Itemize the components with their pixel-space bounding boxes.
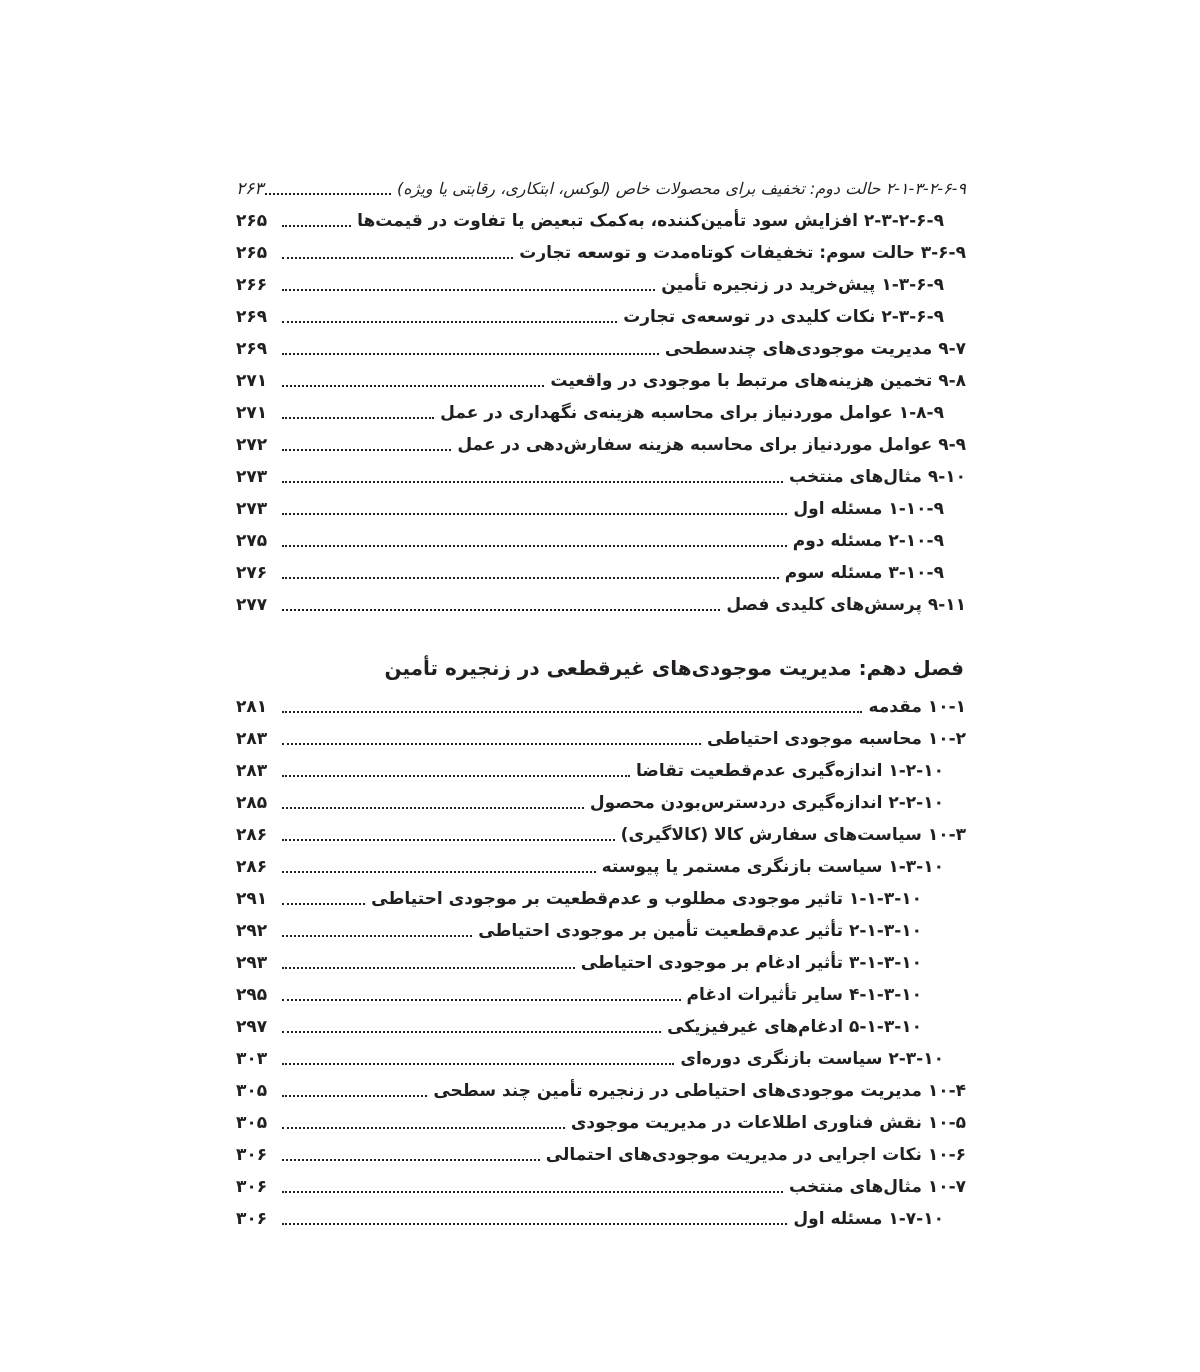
toc-entry-title: ۱-۸-۹ عوامل موردنیاز برای محاسبه هزینه‌ی نگهداری در عمل bbox=[440, 403, 944, 423]
toc-entry-title: ۱۰-۴ مدیریت موجودی‌های احتیاطی در زنجیره تأمین چند سطحی bbox=[433, 1081, 966, 1101]
toc-entry bbox=[236, 1136, 966, 1168]
dot-leader bbox=[282, 545, 787, 547]
dot-leader bbox=[282, 289, 655, 291]
dot-leader bbox=[282, 257, 513, 259]
toc-entry-title: ۴-۱-۳-۱۰ سایر تأثیرات ادغام bbox=[686, 985, 922, 1005]
dot-leader bbox=[282, 999, 681, 1001]
toc-entry-title: ۲-۳-۶-۹ نکات کلیدی در توسعه‌ی تجارت bbox=[623, 307, 944, 327]
toc-entry bbox=[236, 330, 966, 362]
dot-leader bbox=[282, 1159, 540, 1161]
dot-leader bbox=[282, 807, 584, 809]
toc-entry-title: ۲-۱-۳-۲-۶-۹ حالت دوم: تخفیف برای محصولات خاص (لوکس، ابتکاری، رقابتی یا ویژه) bbox=[397, 179, 966, 198]
toc-entry-title: ۳-۱۰-۹ مسئله سوم bbox=[784, 563, 944, 583]
toc-entry bbox=[236, 1040, 966, 1072]
toc-entry-page-number: ۳۰۶ bbox=[236, 1209, 268, 1229]
toc-entry bbox=[236, 458, 966, 490]
toc-entry-title: ۳-۱-۳-۱۰ تأثیر ادغام بر موجودی احتیاطی bbox=[580, 953, 922, 973]
toc-entry-title: ۱-۱۰-۹ مسئله اول bbox=[793, 499, 944, 519]
toc-entry-page-number: ۲۷۱ bbox=[236, 371, 268, 391]
toc-entry-title: ۱-۷-۱۰ مسئله اول bbox=[793, 1209, 944, 1229]
toc-entry-page-number: ۳۰۵ bbox=[236, 1113, 268, 1133]
toc-entry-title: ۱۰-۵ نقش فناوری اطلاعات در مدیریت موجودی bbox=[570, 1113, 966, 1133]
dot-leader bbox=[282, 1031, 661, 1033]
toc-entry-page-number: ۳۰۳ bbox=[236, 1049, 268, 1069]
toc-entry-title: ۲-۱۰-۹ مسئله دوم bbox=[792, 531, 944, 551]
table-of-contents bbox=[236, 174, 966, 1232]
toc-entry bbox=[236, 912, 966, 944]
toc-entry-page-number: ۲۷۷ bbox=[236, 595, 268, 615]
dot-leader bbox=[282, 481, 783, 483]
toc-entry-page-number: ۲۸۵ bbox=[236, 793, 268, 813]
toc-entry-page-number: ۲۸۳ bbox=[236, 729, 268, 749]
dot-leader bbox=[282, 225, 351, 227]
toc-entry-title: ۱۰-۷ مثال‌های منتخب bbox=[788, 1177, 966, 1197]
toc-entry bbox=[236, 816, 966, 848]
toc-entry-title: ۵-۱-۳-۱۰ ادغام‌های غیرفیزیکی bbox=[667, 1017, 922, 1037]
dot-leader bbox=[282, 1063, 674, 1065]
toc-entry bbox=[236, 522, 966, 554]
toc-entry-title: ۲-۲-۱۰ اندازه‌گیری دردسترس‌بودن محصول bbox=[589, 793, 944, 813]
toc-entry bbox=[236, 976, 966, 1008]
dot-leader bbox=[282, 775, 630, 777]
dot-leader bbox=[282, 1127, 565, 1129]
toc-entry bbox=[236, 1104, 966, 1136]
toc-entry-title: ۲-۳-۲-۶-۹ افزایش سود تأمین‌کننده، به‌کمک تبعیض یا تفاوت در قیمت‌ها bbox=[357, 211, 944, 231]
dot-leader bbox=[282, 321, 617, 323]
dot-leader bbox=[282, 871, 596, 873]
toc-entry bbox=[236, 688, 966, 720]
toc-entry-title: ۹-۷ مدیریت موجودی‌های چندسطحی bbox=[664, 339, 966, 359]
toc-entry bbox=[236, 1072, 966, 1104]
toc-entry-page-number: ۲۷۳ bbox=[236, 467, 268, 487]
toc-entry-page-number: ۲۹۱ bbox=[236, 889, 268, 909]
dot-leader bbox=[282, 353, 659, 355]
toc-entry-page-number: ۲۸۱ bbox=[236, 697, 268, 717]
toc-entry bbox=[236, 784, 966, 816]
toc-section-chapter-9 bbox=[236, 174, 966, 618]
toc-entry bbox=[236, 234, 966, 266]
toc-entry-page-number: ۳۰۵ bbox=[236, 1081, 268, 1101]
chapter-heading: فصل دهم: مدیریت موجودی‌های غیرقطعی در زنجیره تأمین bbox=[384, 656, 964, 680]
toc-entry-title: ۹-۹ عوامل موردنیاز برای محاسبه هزینه سفارش‌دهی در عمل bbox=[457, 435, 966, 455]
dot-leader bbox=[282, 385, 544, 387]
toc-entry bbox=[236, 586, 966, 618]
toc-entry-page-number: ۲۹۷ bbox=[236, 1017, 268, 1037]
toc-entry bbox=[236, 362, 966, 394]
toc-entry-page-number: ۳۰۶ bbox=[236, 1177, 268, 1197]
toc-entry-page-number: ۲۶۹ bbox=[236, 307, 268, 327]
toc-entry-title: ۳-۶-۹ حالت سوم: تخفیفات کوتاه‌مدت و توسعه تجارت bbox=[519, 243, 966, 263]
toc-entry-title: ۹-۸ تخمین هزینه‌های مرتبط با موجودی در واقعیت bbox=[550, 371, 966, 391]
toc-entry bbox=[236, 426, 966, 458]
toc-entry bbox=[236, 1200, 966, 1232]
toc-entry bbox=[236, 554, 966, 586]
toc-entry-page-number: ۲۸۶ bbox=[236, 857, 268, 877]
toc-entry-title: ۹-۱۱ پرسش‌های کلیدی فصل bbox=[726, 595, 966, 615]
toc-entry bbox=[236, 266, 966, 298]
toc-entry-page-number: ۲۹۵ bbox=[236, 985, 268, 1005]
toc-entry bbox=[236, 490, 966, 522]
toc-entry-title: ۹-۱۰ مثال‌های منتخب bbox=[788, 467, 966, 487]
dot-leader bbox=[282, 609, 720, 611]
dot-leader bbox=[282, 1223, 787, 1225]
toc-entry-page-number: ۲۸۶ bbox=[236, 825, 268, 845]
toc-entry-page-number: ۲۶۵ bbox=[236, 243, 268, 263]
toc-entry bbox=[236, 848, 966, 880]
dot-leader bbox=[282, 743, 701, 745]
dot-leader bbox=[265, 193, 391, 195]
dot-leader bbox=[282, 417, 434, 419]
toc-entry-page-number: ۲۶۹ bbox=[236, 339, 268, 359]
toc-entry bbox=[236, 1008, 966, 1040]
toc-entry-title: ۲-۱-۳-۱۰ تأثیر عدم‌قطعیت تأمین بر موجودی احتیاطی bbox=[478, 921, 922, 941]
dot-leader bbox=[282, 513, 787, 515]
toc-entry-page-number: ۲۷۳ bbox=[236, 499, 268, 519]
toc-entry-page-number: ۲۶۶ bbox=[236, 275, 268, 295]
toc-entry-page-number: ۲۹۲ bbox=[236, 921, 268, 941]
toc-entry-page-number: ۲۸۳ bbox=[236, 761, 268, 781]
toc-entry bbox=[236, 880, 966, 912]
toc-entry-title: ۱۰-۶ نکات اجرایی در مدیریت موجودی‌های احتمالی bbox=[545, 1145, 966, 1165]
toc-entry-title: ۱۰-۲ محاسبه موجودی احتیاطی bbox=[706, 729, 966, 749]
toc-entry-page-number: ۲۷۵ bbox=[236, 531, 268, 551]
toc-entry bbox=[236, 720, 966, 752]
toc-entry bbox=[236, 298, 966, 330]
dot-leader bbox=[282, 1095, 427, 1097]
toc-entry-page-number: ۲۷۲ bbox=[236, 435, 268, 455]
dot-leader bbox=[282, 711, 862, 713]
dot-leader bbox=[282, 449, 451, 451]
toc-entry bbox=[236, 1168, 966, 1200]
toc-entry-page-number: ۳۰۶ bbox=[236, 1145, 268, 1165]
toc-entry-title: ۱-۲-۱۰ اندازه‌گیری عدم‌قطعیت تقاضا bbox=[636, 761, 944, 781]
toc-entry bbox=[236, 752, 966, 784]
dot-leader bbox=[282, 839, 615, 841]
toc-entry-title: ۱-۱-۳-۱۰ تاثیر موجودی مطلوب و عدم‌قطعیت بر موجودی احتیاطی bbox=[371, 889, 922, 909]
toc-entry-title: ۲-۳-۱۰ سیاست بازنگری دوره‌ای bbox=[680, 1049, 944, 1069]
dot-leader bbox=[282, 935, 472, 937]
toc-section-chapter-10 bbox=[236, 688, 966, 1232]
toc-entry-title: ۱-۳-۱۰ سیاست بازنگری مستمر یا پیوسته bbox=[601, 857, 944, 877]
toc-entry-page-number: ۲۷۶ bbox=[236, 563, 268, 583]
toc-entry-title: ۱۰-۱ مقدمه bbox=[868, 697, 966, 717]
toc-entry bbox=[236, 202, 966, 234]
toc-entry-page-number: ۲۶۵ bbox=[236, 211, 268, 231]
dot-leader bbox=[282, 1191, 783, 1193]
toc-entry bbox=[236, 394, 966, 426]
toc-entry bbox=[236, 944, 966, 976]
dot-leader bbox=[282, 577, 779, 579]
toc-entry bbox=[236, 174, 966, 202]
dot-leader bbox=[282, 903, 365, 905]
dot-leader bbox=[282, 967, 575, 969]
toc-entry-page-number: ۲۶۳ bbox=[236, 179, 264, 199]
toc-entry-title: ۱-۳-۶-۹ پیش‌خرید در زنجیره تأمین bbox=[661, 275, 944, 295]
toc-entry-page-number: ۲۷۱ bbox=[236, 403, 268, 423]
toc-entry-title: ۱۰-۳ سیاست‌های سفارش کالا (کالاگیری) bbox=[620, 825, 966, 845]
toc-entry-page-number: ۲۹۳ bbox=[236, 953, 268, 973]
